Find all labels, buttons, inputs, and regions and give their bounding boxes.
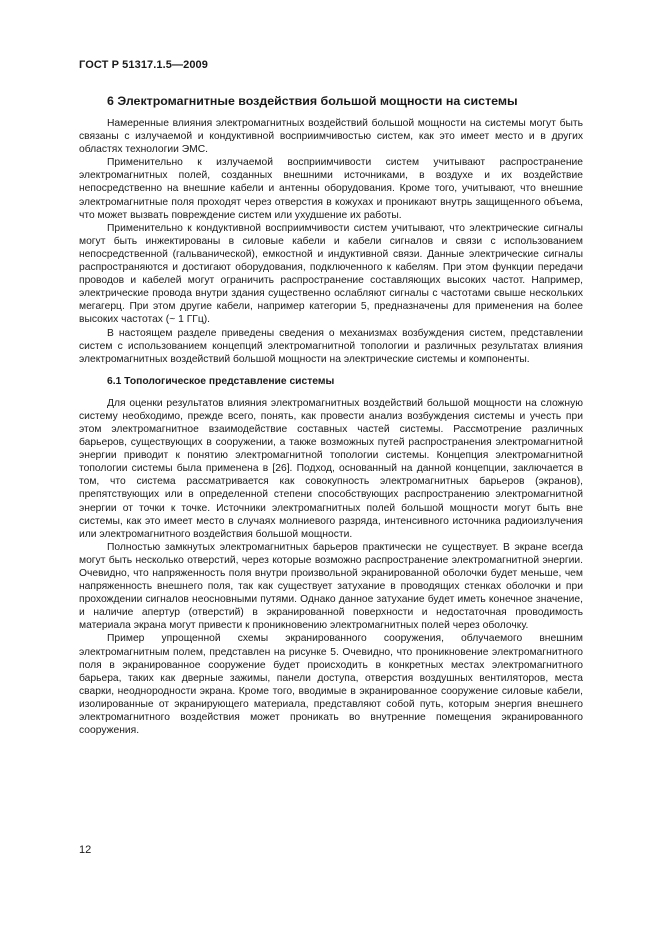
subsection-paragraph-2: Полностью замкнутых электромагнитных барьеров практически не существует. В экране всегда могут быть несколько отверстий, через которые возможно распространение электромагнитной энергии. Очевидно, что напряженность поля внутри произвольной экранированной оболочки будет меньше, чем напряженность внешнего поля, так как существует затухание в проводящих стенках оболочки и при прохождении сигналов неосновными путями. Однако данное затухание будет иметь конечное значение, и наличие апертур (отверстий) в экранированной поверхности и недостаточная проводимость материала экрана могут привести к проникновению электромагнитных полей через оболочку. [79,541,583,632]
subsection-title: 6.1 Топологическое представление системы [107,375,335,387]
section-paragraph-3: Применительно к кондуктивной восприимчивости систем учитывают, что электрические сигналы могут быть инжектированы в силовые кабели и кабели сигналов и связи с использованием непосредственной (гальванической), емкостной и индуктивной связи. Данные электрические сигналы распространяются и достигают оборудования, подключенного к кабелям. При этом функции передачи проводов и кабелей могут ограничить распространение составляющих высоких частот. Например, электрические провода внутри здания существенно ослабляют сигналы с частотами свыше нескольких мегагерц. При этом другие кабели, например категории 5, предназначены для применения на более высоких частотах (~ 1 ГГц). [79,222,583,326]
page-content [79,93,583,737]
section-paragraph-1: Намеренные влияния электромагнитных воздействий большой мощности на системы могут быть связаны с излучаемой и кондуктивной восприимчивостью систем, как это имеет место и в других областях технологии ЭМС. [79,118,583,156]
section-paragraph-2: Применительно к излучаемой восприимчивости систем учитывают распространение электромагнитных полей, созданных внешними источниками, в воздухе и их воздействие непосредственно на внешние кабели и антенны оборудования. Кроме того, учитывают, что внешние электромагнитные поля проходят через отверстия в кожухах и проникают внутрь защищенного объема, что может вызвать повреждение систем или ухудшение их работы. [79,157,583,221]
section-title: 6 Электромагнитные воздействия большой мощности на системы [107,94,518,108]
standard-header: ГОСТ Р 51317.1.5—2009 [79,59,208,71]
page-number: 12 [79,844,92,856]
section-paragraph-4: В настоящем разделе приведены сведения о механизмах возбуждения систем, представлении систем с использованием концепций электромагнитной топологии и различных результатах влияния электромагнитных воздействий большой мощности на электрические системы и компоненты. [79,327,583,365]
subsection-paragraph-1: Для оценки результатов влияния электромагнитных воздействий большой мощности на сложную систему необходимо, прежде всего, понять, как провести анализ возбуждения системы и учесть при этом электромагнитное взаимодействие составных частей системы. Рассмотрение различных барьеров, существующих в сооружении, а также возможных путей распространения электромагнитной энергии приводит к понятию электромагнитной топологии системы. Концепция электромагнитной топологии системы была применена в [26]. Подход, основанный на данной концепции, заключается в том, что система рассматривается как совокупность электромагнитных барьеров (экранов), препятствующих или в определенной степени способствующих распространению электромагнитной энергии от точки к точке. Источники электромагнитных полей большой мощности могут быть вне системы, как это имеет место в случаях молниевого разряда, интенсивного источника радиоизлучения или электромагнитного воздействия большой мощности. [79,397,583,540]
subsection-paragraph-3: Пример упрощенной схемы экранированного сооружения, облучаемого внешним электромагнитным полем, представлен на рисунке 5. Очевидно, что проникновение электромагнитного поля в экранированное сооружение будет происходить в конкретных местах электромагнитного барьера, таких как дверные зажимы, панели доступа, отверстия воздушных вентиляторов, места сварки, неоднородности экрана. Кроме того, вводимые в экранированное сооружение силовые кабели, изолированные от экранирующего материала, представляют собой путь, которым энергия внешнего электромагнитного воздействия может проникать во внутренние помещения экранированного сооружения. [79,633,583,737]
